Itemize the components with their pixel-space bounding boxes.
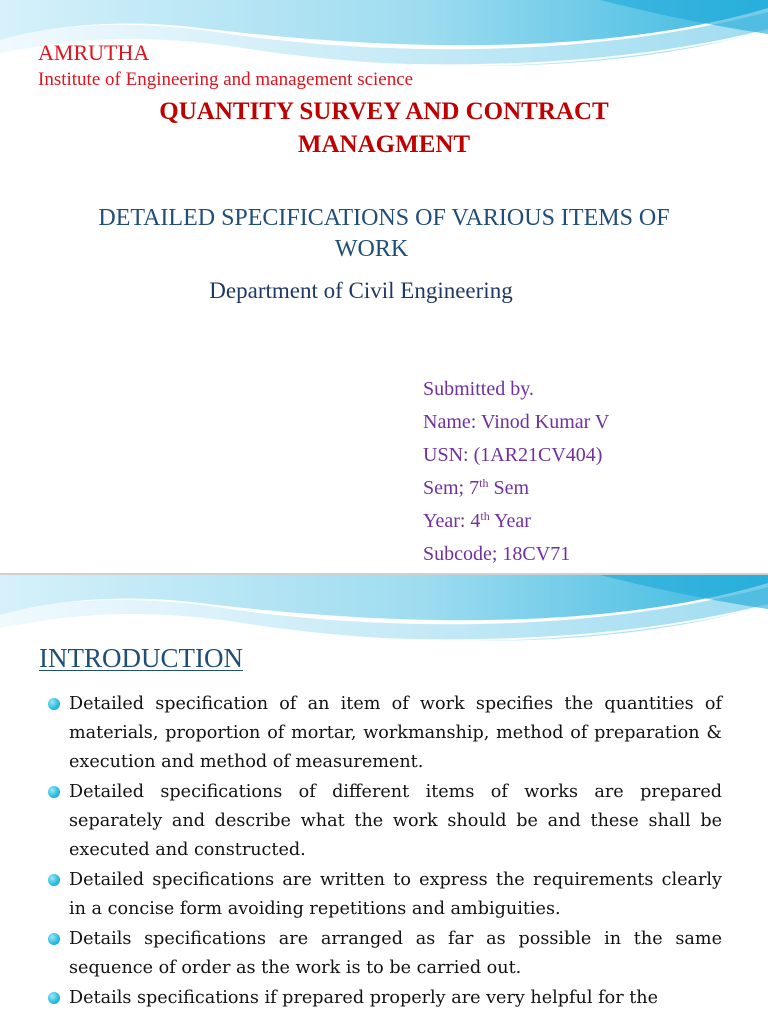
bullet-icon (48, 874, 60, 886)
year-prefix: Year: 4 (423, 510, 481, 532)
institute-name: Institute of Engineering and management science (38, 69, 414, 90)
year-suffix: Year (489, 510, 531, 532)
section-heading: INTRODUCTION (39, 643, 243, 673)
bullet-icon (48, 786, 60, 798)
list-item (48, 866, 722, 924)
year (423, 509, 531, 533)
student-name: Name: Vinod Kumar V (423, 411, 610, 433)
slide-subtitle-line-2: WORK (334, 236, 409, 262)
semester-ordinal: th (479, 476, 489, 490)
bullet-text: Detailed specifications are written to express the requirements clearly in a concise form avoiding repetitions and ambiguities. (69, 870, 722, 919)
bullet-list (48, 690, 722, 1014)
bullet-icon (48, 698, 60, 710)
bullet-icon (48, 933, 60, 945)
bullet-text: Details specifications are arranged as far as possible in the same sequence of order as the work is to be carried out. (69, 929, 722, 978)
semester-prefix: Sem; 7 (423, 477, 480, 499)
slide-title (0, 95, 768, 161)
student-usn: USN: (1AR21CV404) (423, 444, 603, 466)
slide-title-line-2: MANAGMENT (297, 131, 471, 158)
semester (423, 476, 529, 500)
slide-title-line-1: QUANTITY SURVEY AND CONTRACT (159, 98, 609, 125)
list-item (48, 925, 722, 983)
bullet-text: Detailed specifications of different items of works are prepared separately and describe what the work should be and these shall be executed and constructed. (69, 782, 722, 860)
bullet-icon (48, 992, 60, 1004)
slide-subtitle-line-1: DETAILED SPECIFICATIONS OF VARIOUS ITEMS OF (98, 205, 670, 231)
subject-code: Subcode; 18CV71 (423, 543, 571, 565)
year-ordinal: th (480, 509, 490, 523)
list-item (48, 690, 722, 777)
list-item (48, 778, 722, 865)
semester-suffix: Sem (488, 477, 530, 499)
bullet-text: Details specifications if prepared properly are very helpful for the (69, 988, 659, 1008)
organization-name: AMRUTHA (38, 40, 150, 65)
submitted-by-label: Submitted by. (423, 378, 534, 400)
introduction-slide (0, 575, 768, 1024)
list-item (48, 984, 722, 1013)
department-name: Department of Civil Engineering (209, 278, 513, 303)
slide-subtitle (0, 203, 768, 265)
bullet-text: Detailed specification of an item of work specifies the quantities of materials, proportion of mortar, workmanship, method of preparation & execution and method of measurement. (69, 694, 722, 772)
